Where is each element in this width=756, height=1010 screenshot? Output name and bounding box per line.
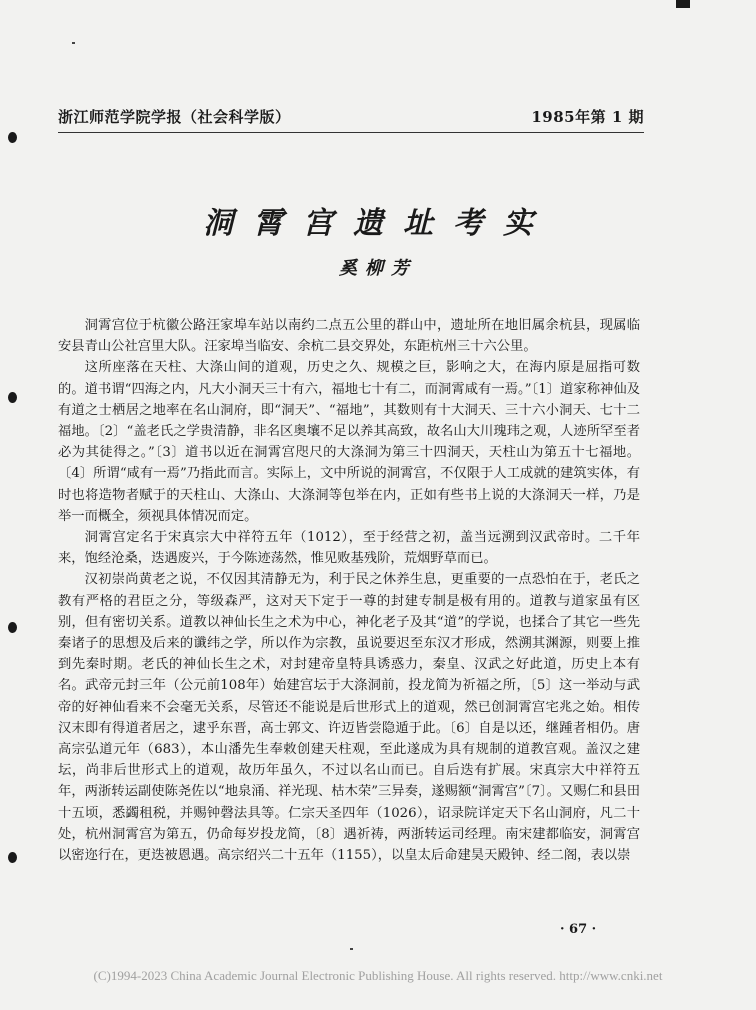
binding-hole-mark xyxy=(8,852,17,863)
body-paragraph: 汉初崇尚黄老之说，不仅因其清静无为，利于民之休养生息，更重要的一点恐怕在于，老氏之教有严格的君臣之分，等级森严，这对天下定于一尊的封建专制是极有用的。道教与道家虽有区别，但有密切关系。道教以神仙长生之术为中心，神化老子及其“道”的学说，也揉合了其它一些先秦诸子的思想及后来的谶纬之学，所以作为宗教，虽说要迟至东汉才形成，然溯其渊源，则要上推到先秦时期。老氏的神仙长生之术，对封建帝皇特具诱惑力，秦皇、汉武之好此道，历史上本有名。武帝元封三年（公元前108年）始建宫坛于大涤洞前，投龙简为祈福之所，〔5〕这一举动与武帝的好神仙看来不会毫无关系，尽管还不能说是后世形式上的道观，然已创洞霄宫宅兆之始。相传汉末即有得道者居之，逮乎东晋，高士郭文、许迈皆尝隐遁于此。〔6〕自是以还，继踵者相仍。唐高宗弘道元年（683），本山潘先生奉敕创建天柱观，至此遂成为具有规制的道教宫观。盖汉之建坛，尚非后世形式上的道观，故历年虽久，不过以名山而已。自后迭有扩展。宋真宗大中祥符五年，两浙转运副使陈尧佐以“地泉涌、祥光现、枯木荣”三异奏，遂赐额“洞霄宫”〔7〕。又赐仁和县田十五顷，悉蠲租税，并赐钟磬法具等。仁宗天圣四年（1026），诏录院详定天下名山洞府，凡二十处，杭州洞霄宫为第五，仍命每岁投龙简，〔8〕遇祈祷，两浙转运司经理。南宋建都临安，洞霄宫以密迩行在，更迭被恩遇。高宗绍兴二十五年（1155），以皇太后命建昊天殿钟、经二阁，表以崇 xyxy=(58,572,640,864)
body-paragraph: 这所座落在天柱、大涤山间的道观，历史之久、规模之巨，影响之大，在海内原是屈指可数的。道书谓“四海之内，凡大小洞天三十有六，福地七十有二，而洞霄咸有一焉。”〔1〕道家称神仙及有道之士栖居之地率在名山洞府，即“洞天”、“福地”，其数则有十大洞天、三十六小洞天、七十二福地。〔2〕“盖老氏之学贵清静，非名区奥壤不足以养其高致，故名山大川瑰玮之观，人迹所罕至者必为其徒得之。”〔3〕道书以近在洞霄宫咫尺的大涤洞为第三十四洞天，天柱山为第五十七福地。〔4〕所谓“咸有一焉”乃指此而言。实际上，文中所说的洞霄宫，不仅限于人工成就的建筑实体，有时也将造物者赋于的天柱山、大涤山、大涤洞等包举在内，正如有些书上说的大涤洞天一样，乃是举一而概全，须视具体情况而定。 xyxy=(58,360,640,524)
binding-hole-mark xyxy=(8,132,17,143)
binding-hole-mark xyxy=(8,392,17,403)
article-author: 奚柳芳 xyxy=(339,258,417,279)
running-header xyxy=(58,106,644,127)
body-paragraph: 洞霄宫定名于宋真宗大中祥符五年（1012），至于经营之初，盖当远溯到汉武帝时。二千年来，饱经沧桑，迭遇废兴，于今陈迹荡然，惟见败基残阶，荒烟野草而已。 xyxy=(58,530,640,567)
copyright-footer: (C)1994-2023 China Academic Journal Electronic Publishing House. All rights reserved. http://www.cnki.net xyxy=(93,968,663,983)
journal-name: 浙江师范学院学报（社会科学版） xyxy=(58,108,291,126)
header-rule xyxy=(58,132,644,133)
scan-speck xyxy=(72,42,75,44)
binding-hole-mark xyxy=(8,622,17,633)
scan-speck xyxy=(350,948,353,950)
article-body xyxy=(58,315,640,866)
article-title: 洞霄宫遗址考实 xyxy=(203,206,553,241)
scan-corner-mark xyxy=(676,0,690,8)
body-paragraph: 洞霄宫位于杭徽公路汪家埠车站以南约二点五公里的群山中，遗址所在地旧属余杭县，现属临安县青山公社宫里大队。汪家埠当临安、余杭二县交界处，东距杭州三十六公里。 xyxy=(58,318,640,355)
page-number: · 67 · xyxy=(560,922,597,937)
issue-label: 1985年第 1 期 xyxy=(531,108,644,126)
